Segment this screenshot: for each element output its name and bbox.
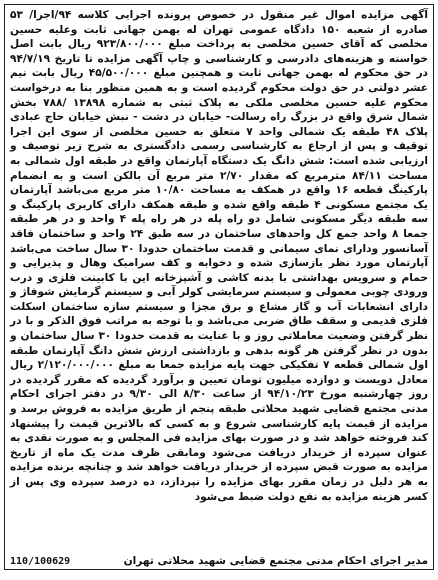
notice-code: 110/100629 xyxy=(10,556,71,567)
notice-footer xyxy=(10,555,428,567)
issuer-signature: مدیر اجرای احکام مدنی مجتمع قضایی شهید محلاتی تهران xyxy=(123,555,428,567)
auction-notice xyxy=(4,4,434,570)
notice-body-text: آگهی مزایده اموال غیر منقول در خصوص پرونده اجرایی کلاسه ۹۴/اجرا/ ۵۳ صادره از شعبه ۱۵۰ دادگاه عمومی تهران له بهمن جهانی ثابت وعلیه حسین مخلصی که آقای حسین مخلصی به پرداخت مبلغ ۹۲۳/۸۰۰/۰۰۰ ریال بابت اصل خواسته و هزینه‌های دادرسی و کارشناسی و چاپ آگهی مزایده تا تاریخ ۹۴/۷/۱۹ در حق محکوم له بهمن جهانی ثابت و همچنین مبلغ ۴۵/۵۰۰/۰۰۰ ریال بابت نیم عشر دولتی در حق دولت محکوم گردیده است و به همین منظور بنا به درخواست محکوم علیه حسین مخلصی ملکی به پلاک ثبتی به شماره ۱۳۸۹۸ /۷۸۸ بخش شمال شرق واقع در بزرگ راه رسالت- خیابان در دشت - نبش خیابان حاج عبادی پلاک ۴۸ طبقه یک شمالی واحد ۷ متعلق به حسین مخلصی از سوی این اجرا توقیف و پس از ارجاع به کارشناسی رسمی دادگستری به شرح زیر توصیف و ارزیابی شده است: شش دانگ یک دستگاه آپارتمان واقع در طبقه اول شمالی به مساحت ۸۴/۱۱ مترمربع که مقدار ۲/۷۰ متر مربع آن بالکن است و به انضمام پارکینگ قطعه ۱۶ واقع در همکف به مساحت ۱۰/۸۰ متر مربع می‌باشد آپارتمان یک مجتمع مسکونی ۴ طبقه واقع شده و طبقه همکف دارای کاربری پارکینگ و سه طبقه دیگر مسکونی شامل دو راه پله در هر راه پله ۴ واحد و در هر طبقه جمعا ۸ واحد جمع کل واحدهای ساختمان در سه طبق ۲۴ واحد و ساختمان فاقد آسانسور ودارای نمای سیمانی و قدمت ساختمان حدودا ۳۰ سال ساخت می‌باشد آپارتمان مورد نظر بازسازی شده و دخوابه و کف سرامیک وهال و پذیرایی و حمام و سرویس بهداشتی با بدنه کاشی و آشپزخانه این با کابینت فلزی و درب ورودی چوبی معمولی و سیستم سرمایشی کولر آبی و سیستم گرمایش شوفاژ و دارای انشعابات آب و گاز مشاع و برق مجزا و سیستم سازه ساختمان اسکلت فلزی قدیمی و سقف طاق ضربی می‌باشد و با توجه به مراتب فوق الذکر و با در نظر گرفتن وضعیت معاملاتی روز و با عنایت به قدمت حدودا ۳۰ سال ساختمان و بدون در نظر گرفتن هر گونه بدهی و بازداشتی ارزش شش دانگ آپارتمان طبقه اول شمالی قطعه ۷ تفکیکی جهت پایه مزایده جمعا به مبلغ ۲/۱۲۰/۰۰۰/۰۰۰ ریال معادل دویست و دوازده میلیون تومان تعیین و برآورد گردیده که مقرر گردیده در روز چهارشنبه مورخ ۹۴/۱۰/۲۳ از ساعت ۸/۳۰ الی ۹/۳۰ در دفتر اجرای احکام مدنی مجتمع قضایی شهید محلاتی طبقه پنجم از طریق مزایده به فروش برسد و مزایده از قیمت پایه کارشناسی شروع و به کسی که بالاترین قیمت را پیشنهاد کند فروخته خواهد شد و در صورت بهای مزایده فی المجلس و به صورت نقدی به عنوان سپرده از خریدار دریافت می‌شود ومابقی ظرف مدت یک ماه از تاریخ مزایده به صورت قبض سپرده از خریدار دریافت خواهد شد و چنانچه برنده مزایده به هر دلیل در زمان مقرر بهای مزایده را نپردازد، ده درصد سپرده وی پس از کسر هزینه مزایده به نفع دولت ضبط می‌شود xyxy=(10,9,429,503)
